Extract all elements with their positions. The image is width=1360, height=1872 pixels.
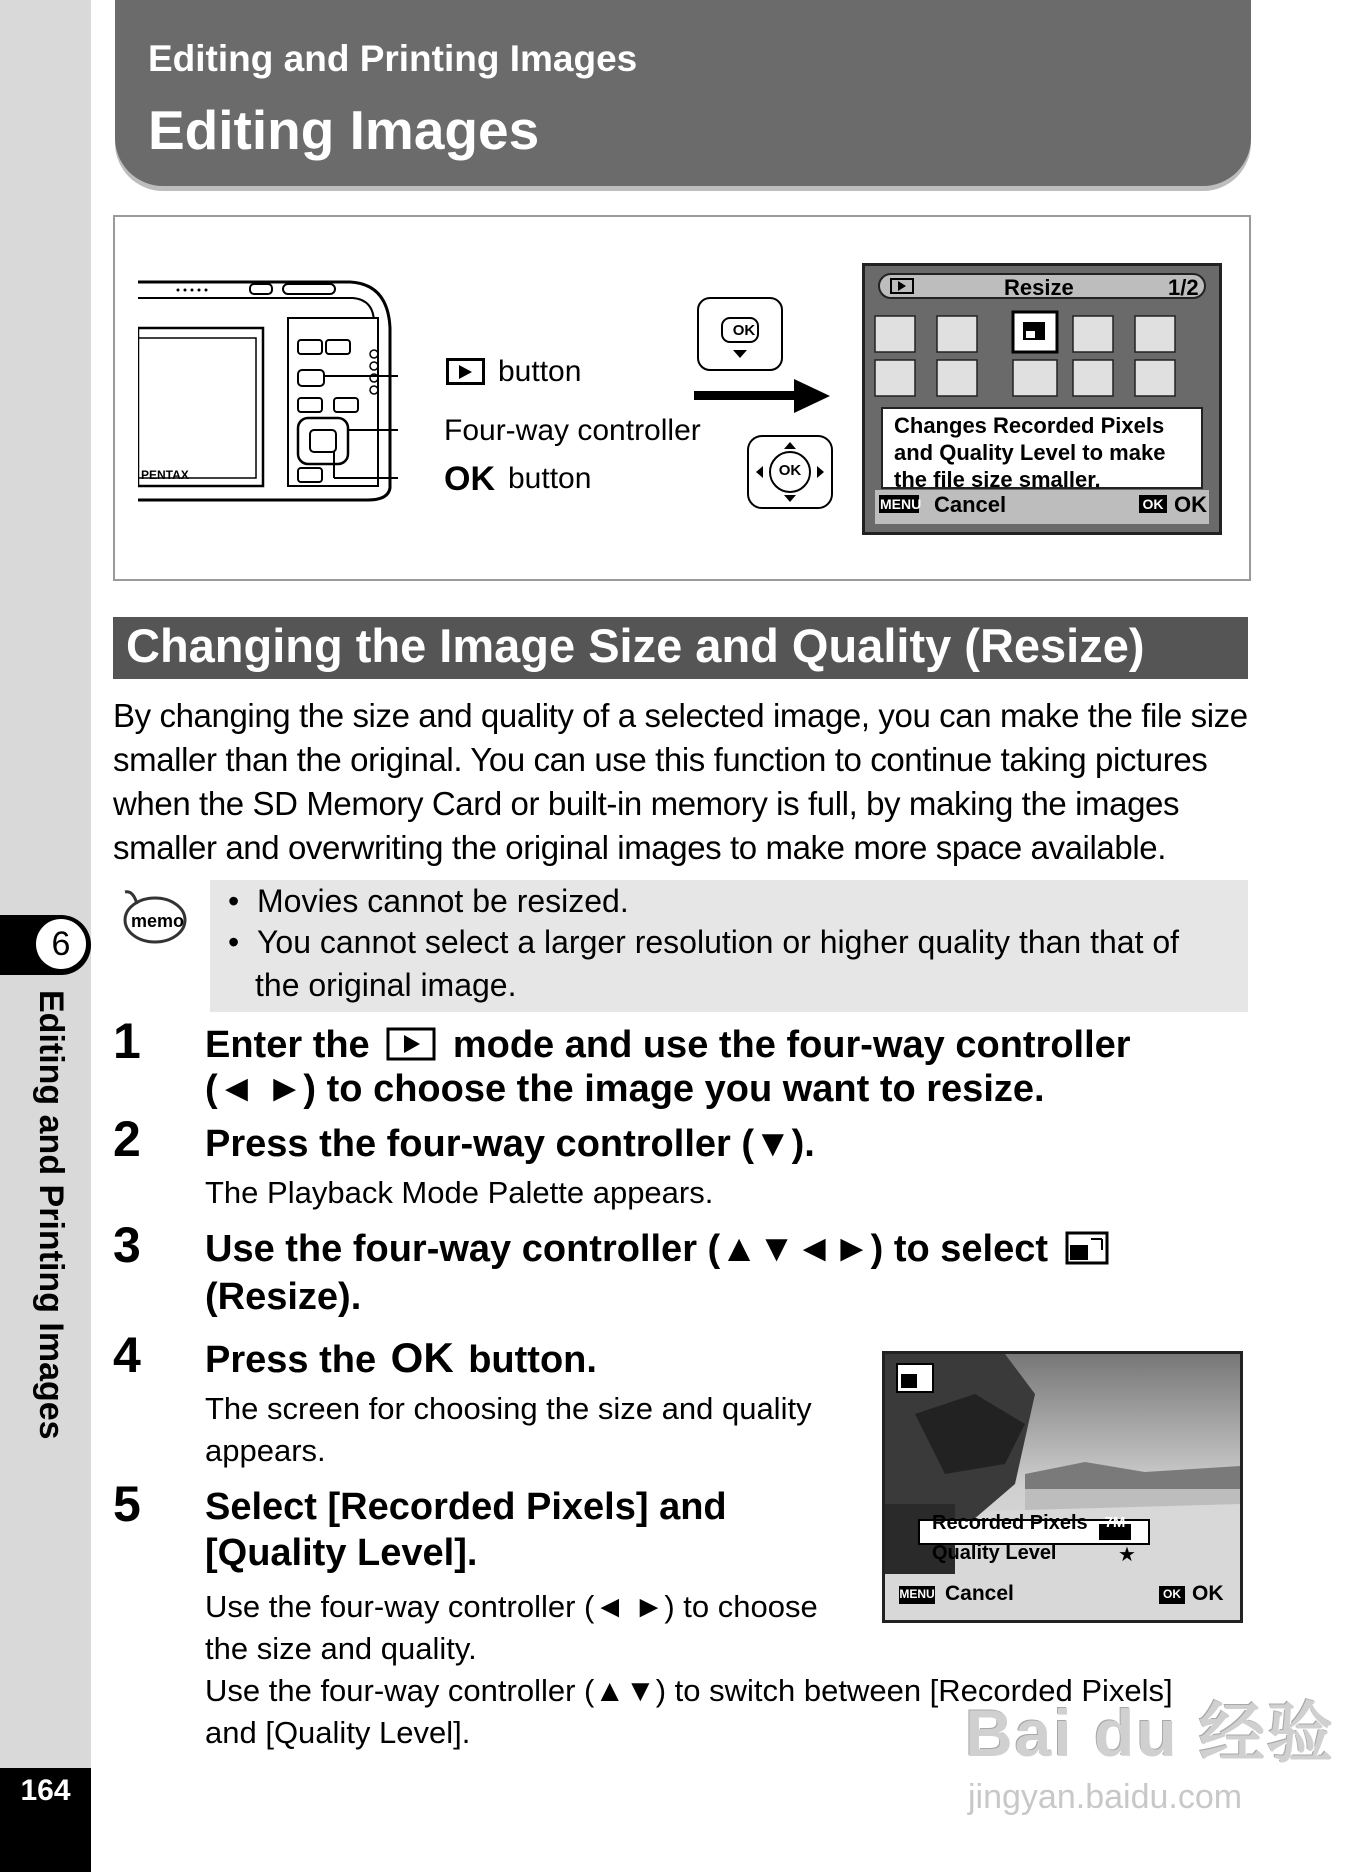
resize-settings-screen xyxy=(882,1351,1243,1623)
quality-level-label: Quality Level xyxy=(932,1542,1057,1564)
page-number: 164 xyxy=(20,1774,71,1807)
four-way-controller-label: Four-way controller xyxy=(444,414,701,447)
camera-brand: PENTAX xyxy=(141,468,189,482)
chapter-number: 6 xyxy=(36,919,86,969)
step-number: 4 xyxy=(113,1327,141,1383)
step-title-continued: (Resize). xyxy=(205,1276,362,1318)
screen-cancel: Cancel xyxy=(945,1582,1014,1605)
screen-ok: OK xyxy=(1192,1582,1224,1605)
playback-icon xyxy=(386,1027,436,1061)
memo-item: • You cannot select a larger resolution or higher quality than that of xyxy=(228,924,1180,960)
playback-button-label: button xyxy=(498,355,582,388)
memo-item-continued: the original image. xyxy=(255,967,517,1003)
playback-icon xyxy=(446,358,486,386)
section-title: Changing the Image Size and Quality (Resize) xyxy=(126,619,1145,672)
lcd-menu-tag: MENU xyxy=(880,496,922,512)
ok-symbol: OK xyxy=(732,322,756,339)
page-title: Editing Images xyxy=(148,99,540,161)
intro-paragraph: By changing the size and quality of a selected image, you can make the file size smaller than the original. You can use this function to continue taking pictures when the SD Memory Card or built-in memory is full, by making the images smaller and overwriting the original images to make more space available. xyxy=(113,697,1248,866)
ok-button-label: button xyxy=(508,462,592,495)
lcd-title: Resize xyxy=(1004,275,1074,300)
memo-item: • Movies cannot be resized. xyxy=(228,883,629,919)
memo-icon-label: memo xyxy=(131,911,185,931)
step-number: 3 xyxy=(113,1217,141,1273)
step-title: Select [Recorded Pixels] and [Quality Level]. xyxy=(205,1486,727,1574)
four-way-ok-symbol: OK xyxy=(778,462,802,479)
header-subtitle: Editing and Printing Images xyxy=(148,38,638,79)
lcd-page: 1/2 xyxy=(1168,275,1199,300)
step-title: Enter the mode and use the four-way controller xyxy=(205,1024,1131,1066)
step-number: 2 xyxy=(113,1111,141,1167)
lcd-description: Changes Recorded Pixels and Quality Level to make the file size smaller. xyxy=(894,413,1166,492)
step-number: 1 xyxy=(113,1013,141,1069)
step-title: Press the OK button. xyxy=(205,1334,597,1381)
step-title: Press the four-way controller (▼). xyxy=(205,1123,815,1165)
lcd-ok-tag: OK xyxy=(1142,496,1164,512)
recorded-pixels-value: 7M xyxy=(1104,1514,1126,1531)
lcd-ok: OK xyxy=(1174,492,1207,517)
step-body: Use the four-way controller (◄ ►) to choose the size and quality. Use the four-way controller (▲▼) to switch between [Recorded Pixels] and [Quality Level]. xyxy=(205,1589,1173,1750)
step-title-continued: (◄ ►) to choose the image you want to resize. xyxy=(205,1068,1045,1110)
chapter-title-vertical: Editing and Printing Images xyxy=(32,990,70,1440)
quality-level-value: ★ xyxy=(1118,1544,1136,1566)
recorded-pixels-label: Recorded Pixels xyxy=(932,1512,1088,1534)
screen-ok-tag: OK xyxy=(1163,1587,1181,1601)
arrow-right-icon xyxy=(694,376,834,416)
screen-menu-tag: MENU xyxy=(899,1587,935,1601)
step-title: Use the four-way controller (▲▼◄►) to select xyxy=(205,1226,1109,1272)
watermark-url: jingyan.baidu.com xyxy=(968,1778,1243,1816)
resize-icon xyxy=(1065,1231,1109,1265)
step-number: 5 xyxy=(113,1476,141,1532)
ok-word: OK xyxy=(444,460,495,498)
step-body: The screen for choosing the size and quality appears. xyxy=(205,1391,812,1468)
lcd-cancel: Cancel xyxy=(934,492,1007,517)
step-body: The Playback Mode Palette appears. xyxy=(205,1175,714,1210)
watermark-logo: Bai du 经验 xyxy=(965,1696,1336,1770)
beach-photo xyxy=(885,1354,1240,1620)
